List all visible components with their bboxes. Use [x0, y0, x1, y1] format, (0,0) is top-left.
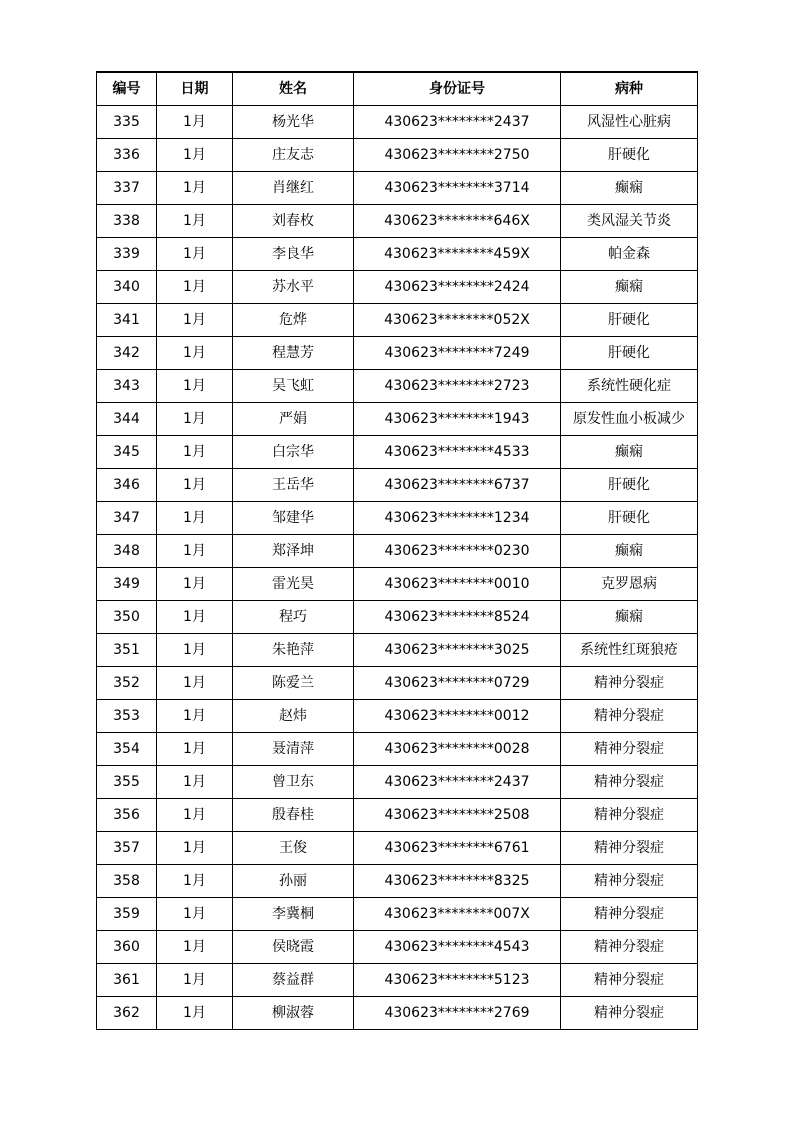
cell-disease: 癫痫 — [561, 601, 698, 634]
cell-number: 358 — [97, 865, 157, 898]
cell-id-number: 430623********2750 — [354, 139, 561, 172]
cell-name: 聂清萍 — [233, 733, 354, 766]
header-row — [97, 72, 698, 106]
table-row — [97, 403, 698, 436]
cell-date: 1月 — [157, 898, 233, 931]
cell-date: 1月 — [157, 172, 233, 205]
cell-number: 336 — [97, 139, 157, 172]
cell-number: 348 — [97, 535, 157, 568]
cell-name: 李良华 — [233, 238, 354, 271]
table-row — [97, 535, 698, 568]
table-row — [97, 370, 698, 403]
cell-disease: 精神分裂症 — [561, 700, 698, 733]
cell-disease: 肝硬化 — [561, 304, 698, 337]
cell-date: 1月 — [157, 634, 233, 667]
cell-disease: 精神分裂症 — [561, 733, 698, 766]
cell-date: 1月 — [157, 766, 233, 799]
table-row — [97, 271, 698, 304]
cell-date: 1月 — [157, 337, 233, 370]
cell-disease: 精神分裂症 — [561, 997, 698, 1030]
cell-number: 343 — [97, 370, 157, 403]
cell-name: 程巧 — [233, 601, 354, 634]
cell-id-number: 430623********6761 — [354, 832, 561, 865]
cell-id-number: 430623********8524 — [354, 601, 561, 634]
cell-disease: 帕金森 — [561, 238, 698, 271]
cell-name: 刘春枚 — [233, 205, 354, 238]
table-row — [97, 436, 698, 469]
table-row — [97, 634, 698, 667]
cell-id-number: 430623********2437 — [354, 106, 561, 139]
cell-number: 339 — [97, 238, 157, 271]
patient-record-table — [96, 71, 698, 1030]
cell-id-number: 430623********0012 — [354, 700, 561, 733]
table-row — [97, 667, 698, 700]
cell-name: 肖继红 — [233, 172, 354, 205]
cell-disease: 肝硬化 — [561, 337, 698, 370]
cell-number: 344 — [97, 403, 157, 436]
cell-id-number: 430623********4543 — [354, 931, 561, 964]
cell-disease: 癫痫 — [561, 535, 698, 568]
cell-name: 殷春桂 — [233, 799, 354, 832]
cell-date: 1月 — [157, 799, 233, 832]
cell-date: 1月 — [157, 403, 233, 436]
cell-date: 1月 — [157, 601, 233, 634]
table-header — [97, 72, 698, 106]
cell-number: 341 — [97, 304, 157, 337]
cell-date: 1月 — [157, 535, 233, 568]
cell-disease: 精神分裂症 — [561, 865, 698, 898]
table-row — [97, 733, 698, 766]
cell-date: 1月 — [157, 865, 233, 898]
cell-name: 王俊 — [233, 832, 354, 865]
cell-number: 352 — [97, 667, 157, 700]
cell-id-number: 430623********646X — [354, 205, 561, 238]
cell-number: 345 — [97, 436, 157, 469]
cell-id-number: 430623********0230 — [354, 535, 561, 568]
cell-name: 苏水平 — [233, 271, 354, 304]
cell-name: 柳淑蓉 — [233, 997, 354, 1030]
cell-disease: 肝硬化 — [561, 469, 698, 502]
cell-id-number: 430623********007X — [354, 898, 561, 931]
cell-date: 1月 — [157, 502, 233, 535]
cell-date: 1月 — [157, 997, 233, 1030]
cell-name: 曾卫东 — [233, 766, 354, 799]
cell-date: 1月 — [157, 436, 233, 469]
header-number: 编号 — [97, 72, 157, 106]
table-row — [97, 304, 698, 337]
cell-disease: 克罗恩病 — [561, 568, 698, 601]
cell-date: 1月 — [157, 304, 233, 337]
cell-name: 杨光华 — [233, 106, 354, 139]
cell-date: 1月 — [157, 700, 233, 733]
cell-id-number: 430623********4533 — [354, 436, 561, 469]
cell-name: 郑泽坤 — [233, 535, 354, 568]
table-row — [97, 139, 698, 172]
cell-date: 1月 — [157, 667, 233, 700]
cell-id-number: 430623********2769 — [354, 997, 561, 1030]
cell-date: 1月 — [157, 931, 233, 964]
cell-disease: 肝硬化 — [561, 139, 698, 172]
cell-disease: 精神分裂症 — [561, 898, 698, 931]
cell-number: 335 — [97, 106, 157, 139]
cell-number: 360 — [97, 931, 157, 964]
cell-id-number: 430623********0028 — [354, 733, 561, 766]
cell-name: 蔡益群 — [233, 964, 354, 997]
cell-date: 1月 — [157, 370, 233, 403]
cell-id-number: 430623********0729 — [354, 667, 561, 700]
cell-number: 356 — [97, 799, 157, 832]
cell-number: 347 — [97, 502, 157, 535]
cell-id-number: 430623********2508 — [354, 799, 561, 832]
table-row — [97, 172, 698, 205]
cell-disease: 癫痫 — [561, 172, 698, 205]
cell-disease: 癫痫 — [561, 436, 698, 469]
header-date: 日期 — [157, 72, 233, 106]
cell-disease: 原发性血小板减少 — [561, 403, 698, 436]
cell-id-number: 430623********2723 — [354, 370, 561, 403]
table-row — [97, 106, 698, 139]
cell-id-number: 430623********5123 — [354, 964, 561, 997]
cell-disease: 肝硬化 — [561, 502, 698, 535]
cell-number: 337 — [97, 172, 157, 205]
cell-disease: 精神分裂症 — [561, 832, 698, 865]
cell-date: 1月 — [157, 733, 233, 766]
table-row — [97, 931, 698, 964]
cell-disease: 精神分裂症 — [561, 799, 698, 832]
table-row — [97, 238, 698, 271]
table-row — [97, 568, 698, 601]
cell-name: 严娟 — [233, 403, 354, 436]
cell-id-number: 430623********0010 — [354, 568, 561, 601]
table-row — [97, 205, 698, 238]
table-body — [97, 106, 698, 1030]
table-row — [97, 601, 698, 634]
cell-id-number: 430623********052X — [354, 304, 561, 337]
cell-name: 朱艳萍 — [233, 634, 354, 667]
table-row — [97, 469, 698, 502]
cell-disease: 风湿性心脏病 — [561, 106, 698, 139]
table-row — [97, 898, 698, 931]
cell-name: 李冀桐 — [233, 898, 354, 931]
cell-date: 1月 — [157, 568, 233, 601]
table-row — [97, 502, 698, 535]
cell-number: 338 — [97, 205, 157, 238]
cell-number: 351 — [97, 634, 157, 667]
cell-number: 359 — [97, 898, 157, 931]
cell-id-number: 430623********2437 — [354, 766, 561, 799]
cell-date: 1月 — [157, 205, 233, 238]
table-row — [97, 832, 698, 865]
cell-number: 353 — [97, 700, 157, 733]
cell-number: 357 — [97, 832, 157, 865]
cell-name: 王岳华 — [233, 469, 354, 502]
cell-disease: 精神分裂症 — [561, 766, 698, 799]
cell-id-number: 430623********8325 — [354, 865, 561, 898]
table-row — [97, 865, 698, 898]
cell-date: 1月 — [157, 238, 233, 271]
cell-date: 1月 — [157, 832, 233, 865]
cell-number: 361 — [97, 964, 157, 997]
cell-disease: 类风湿关节炎 — [561, 205, 698, 238]
cell-disease: 精神分裂症 — [561, 964, 698, 997]
cell-number: 350 — [97, 601, 157, 634]
cell-date: 1月 — [157, 469, 233, 502]
header-id-number: 身份证号 — [354, 72, 561, 106]
cell-name: 陈爱兰 — [233, 667, 354, 700]
cell-id-number: 430623********1943 — [354, 403, 561, 436]
cell-id-number: 430623********3714 — [354, 172, 561, 205]
cell-number: 346 — [97, 469, 157, 502]
cell-name: 赵炜 — [233, 700, 354, 733]
cell-disease: 系统性红斑狼疮 — [561, 634, 698, 667]
cell-name: 程慧芳 — [233, 337, 354, 370]
cell-date: 1月 — [157, 271, 233, 304]
cell-id-number: 430623********2424 — [354, 271, 561, 304]
cell-name: 庄友志 — [233, 139, 354, 172]
table-row — [97, 997, 698, 1030]
header-name: 姓名 — [233, 72, 354, 106]
header-disease: 病种 — [561, 72, 698, 106]
cell-name: 吴飞虹 — [233, 370, 354, 403]
cell-name: 危烨 — [233, 304, 354, 337]
cell-number: 354 — [97, 733, 157, 766]
cell-number: 349 — [97, 568, 157, 601]
table-row — [97, 337, 698, 370]
cell-date: 1月 — [157, 106, 233, 139]
table-row — [97, 700, 698, 733]
cell-name: 白宗华 — [233, 436, 354, 469]
cell-name: 孙丽 — [233, 865, 354, 898]
cell-id-number: 430623********7249 — [354, 337, 561, 370]
cell-disease: 精神分裂症 — [561, 931, 698, 964]
cell-disease: 癫痫 — [561, 271, 698, 304]
cell-number: 362 — [97, 997, 157, 1030]
cell-date: 1月 — [157, 139, 233, 172]
table-row — [97, 799, 698, 832]
cell-disease: 系统性硬化症 — [561, 370, 698, 403]
cell-date: 1月 — [157, 964, 233, 997]
cell-id-number: 430623********6737 — [354, 469, 561, 502]
cell-number: 342 — [97, 337, 157, 370]
table-row — [97, 766, 698, 799]
cell-number: 355 — [97, 766, 157, 799]
table-row — [97, 964, 698, 997]
cell-number: 340 — [97, 271, 157, 304]
cell-id-number: 430623********1234 — [354, 502, 561, 535]
cell-name: 雷光昊 — [233, 568, 354, 601]
cell-id-number: 430623********459X — [354, 238, 561, 271]
cell-name: 邹建华 — [233, 502, 354, 535]
cell-name: 侯晓霞 — [233, 931, 354, 964]
cell-disease: 精神分裂症 — [561, 667, 698, 700]
cell-id-number: 430623********3025 — [354, 634, 561, 667]
